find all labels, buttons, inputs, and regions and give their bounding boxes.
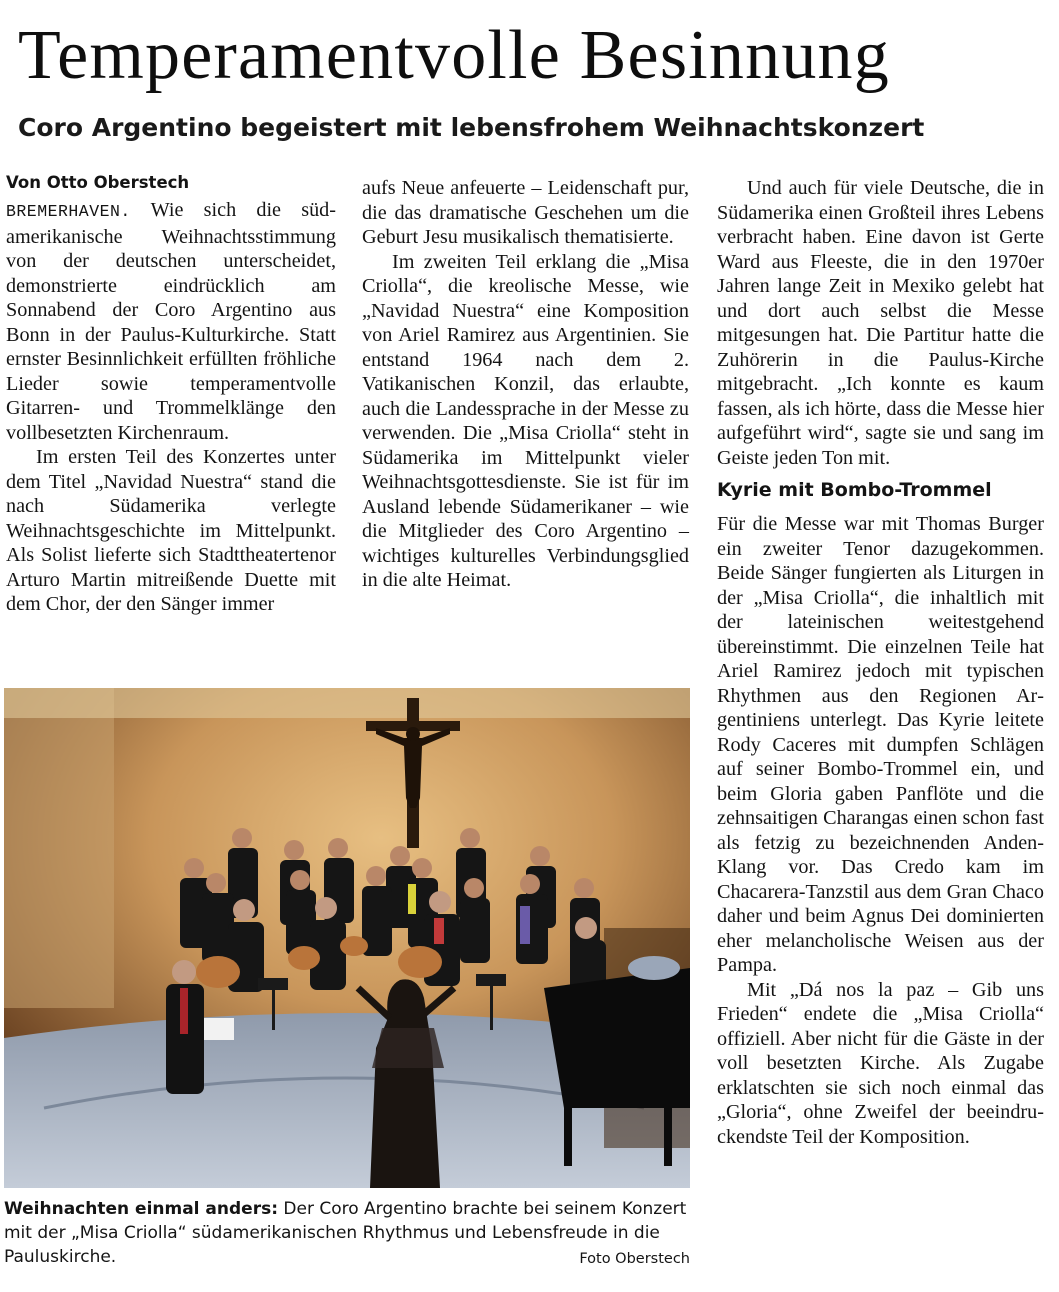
article-paragraph: aufs Neue anfeuerte – Leidenschaft pur, die das dramatische Geschehen um die Geburt Jesu musikalisch thematisierte. (362, 177, 689, 248)
article-paragraph: Für die Messe war mit Thomas Burger ein zweiter Tenor dazugekommen. Beide Sänger fungierten als Liturgen in der „Misa Criolla“, die inhaltlich mit der lateinischen weitestgehend übereinstimmt. Die einzelnen Teile hat Ariel Ramirez jedoch mit typischen Rhythmen aus den Regionen Argentiniens unterlegt. Das Kyrie leitete Rody Caceres mit dumpfen Schlägen auf seiner Bombo-Trommel ein, und beim Gloria gaben Panflöte und die zehnsaitigen Charangas einen schon fast als fetzig zu bezeichnenden Anden-Klang vor. Das Credo kam im Chacarera-Tanzstil aus dem Gran Chaco daher und beim Agnus Dei dominierten eher melancholische Weisen aus der Pampa. (717, 513, 1044, 976)
article-paragraph: Und auch für viele Deutsche, die in Südamerika einen Großteil ihres Lebens verbracht haben. Eine davon ist Gerte Ward aus Fleeste, die in den 1970er Jahren lange Zeit in Mexiko gelebt hat und dort auch selbst die Messe mitgesungen hat. Die Partitur hatte die Zuhörerin in die Paulus-Kirche mitgebracht. „Ich konnte es kaum fassen, als ich hörte, dass die Messe hier aufgeführt wird“, sagte sie und sang im Geiste jeden Ton mit. (717, 177, 1044, 469)
article-column-2 (362, 176, 689, 593)
photo-credit: Foto Oberstech (579, 1251, 690, 1267)
ceiling-light (4, 688, 690, 718)
headline: Temperamentvolle Besinnung (18, 17, 890, 94)
article-paragraph: Mit „Dá nos la paz – Gib uns Frieden“ endete die „Misa Criolla“ offiziell. Aber nicht für die Gäste in der voll besetzten Kirche. Als Zugabe erklatschten sie sich noch einmal das „Gloria“, ohne Zweifel der beeindruckendste Teil der Komposition. (717, 978, 1044, 1148)
concert-photo (4, 688, 690, 1188)
crosshead: Kyrie mit Bombo-Trommel (717, 479, 992, 501)
article-paragraph: Im zweiten Teil erklang die „Misa Criolla“, die kreolische Messe, wie „Navidad Nuestra“ eine Komposition von Ariel Ramirez aus Argentinien. Sie entstand 1964 nach dem 2. Vatikanischen Konzil, das erlaubte, auch die Landessprache in der Messe zu verwenden. Die „Misa Criolla“ steht in Südamerika im Mittelpunkt vieler Weihnachtsgottesdienste. Sie ist für im Ausland lebende Südamerikaner – wie die Mitglieder des Coro Argentino – wichtiges kulturelles Verbindungsglied in die alte Heimat. (362, 250, 689, 591)
left-wall (4, 688, 114, 1008)
article-paragraph: Im ersten Teil des Konzertes unter dem Titel „Navidad Nuestra“ stand die nach Südamerika verlegte Weihnachtsgeschichte im Mittelpunkt. Als Solist lieferte sich Stadttheatertenor Arturo Martin mitreißende Duette mit dem Chor, der den Sänger immer (6, 446, 336, 615)
paragraph-text: Wie sich die südamerikanische Weihnachtsstimmung von der deutschen unterscheidet, demonstrierte eindrücklich am Sonnabend der Coro Argentino aus Bonn in der Paulus-Kulturkirche. Statt ernster Besinnlichkeit erfüllten fröhliche Lieder sowie temperamentvolle Gitarren- und Trommelklänge den vollbesetzten Kirchenraum. (6, 199, 336, 444)
byline: Von Otto Oberstech (6, 173, 190, 192)
caption-lead: Weihnachten einmal anders: (4, 1199, 279, 1219)
dateline: BREMERHAVEN. (6, 202, 131, 221)
drum (628, 956, 680, 980)
subheadline: Coro Argentino begeistert mit lebensfrohem Weihnachtskonzert (18, 113, 925, 142)
concert-photo-illustration (4, 688, 690, 1188)
caption-text: Der Coro Argentino brachte bei seinem Konzert mit der „Misa Criolla“ südamerikanischen Rhythmus und Lebensfreude in die Pauluskirche. (4, 1199, 687, 1267)
article-column-1 (6, 172, 336, 617)
article-column-3 (717, 176, 1044, 1149)
article-paragraph (6, 198, 336, 445)
